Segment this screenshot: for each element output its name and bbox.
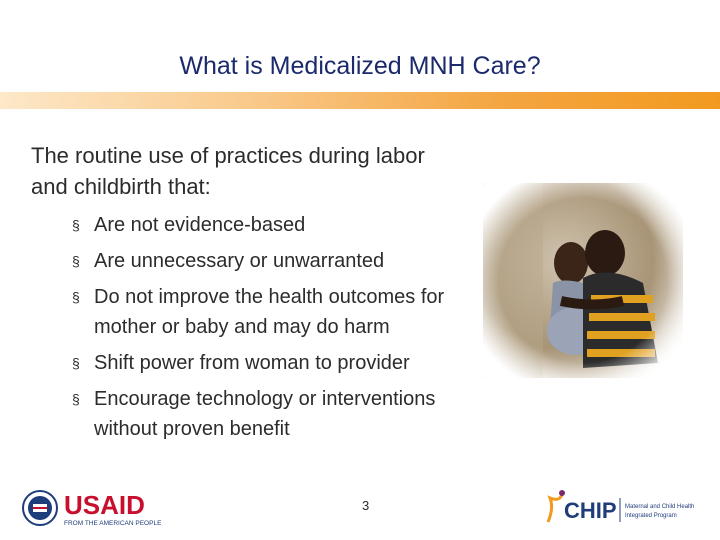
bullet-list — [72, 210, 502, 450]
bullet-text: Are not evidence-based — [94, 214, 306, 236]
chip-logo — [540, 488, 700, 528]
list-item — [72, 348, 502, 378]
bullet-text: Do not improve the health outcomes for mother or baby and may do harm — [94, 286, 445, 338]
bullet-text: Shift power from woman to provider — [94, 352, 410, 374]
chip-wordmark: CHIP — [564, 498, 617, 523]
list-item — [72, 210, 502, 240]
bullet-text: Encourage technology or interventions without proven benefit — [94, 388, 436, 440]
bullet-marker: § — [72, 253, 80, 269]
list-item — [72, 384, 502, 444]
title-accent-bar — [0, 92, 720, 109]
chip-subtitle-line-2: Integrated Program — [625, 513, 677, 519]
usaid-tagline: FROM THE AMERICAN PEOPLE — [64, 520, 162, 527]
slide-title: What is Medicalized MNH Care? — [179, 52, 541, 80]
bullet-marker: § — [72, 217, 80, 233]
usaid-wordmark: USAID — [64, 490, 145, 520]
bullet-marker: § — [72, 355, 80, 371]
bullet-marker: § — [72, 289, 80, 305]
couple-photo — [483, 183, 683, 378]
bullet-text: Are unnecessary or unwarranted — [94, 250, 385, 272]
page-number: 3 — [362, 498, 370, 513]
usaid-logo — [22, 488, 167, 528]
intro-text: The routine use of practices during labor and childbirth that: — [31, 143, 425, 199]
photo-illustration — [483, 183, 683, 378]
list-item — [72, 282, 502, 342]
bullet-marker: § — [72, 391, 80, 407]
chip-figure-icon — [548, 494, 562, 522]
chip-subtitle-line-1: Maternal and Child Health — [625, 504, 695, 510]
list-item — [72, 246, 502, 276]
